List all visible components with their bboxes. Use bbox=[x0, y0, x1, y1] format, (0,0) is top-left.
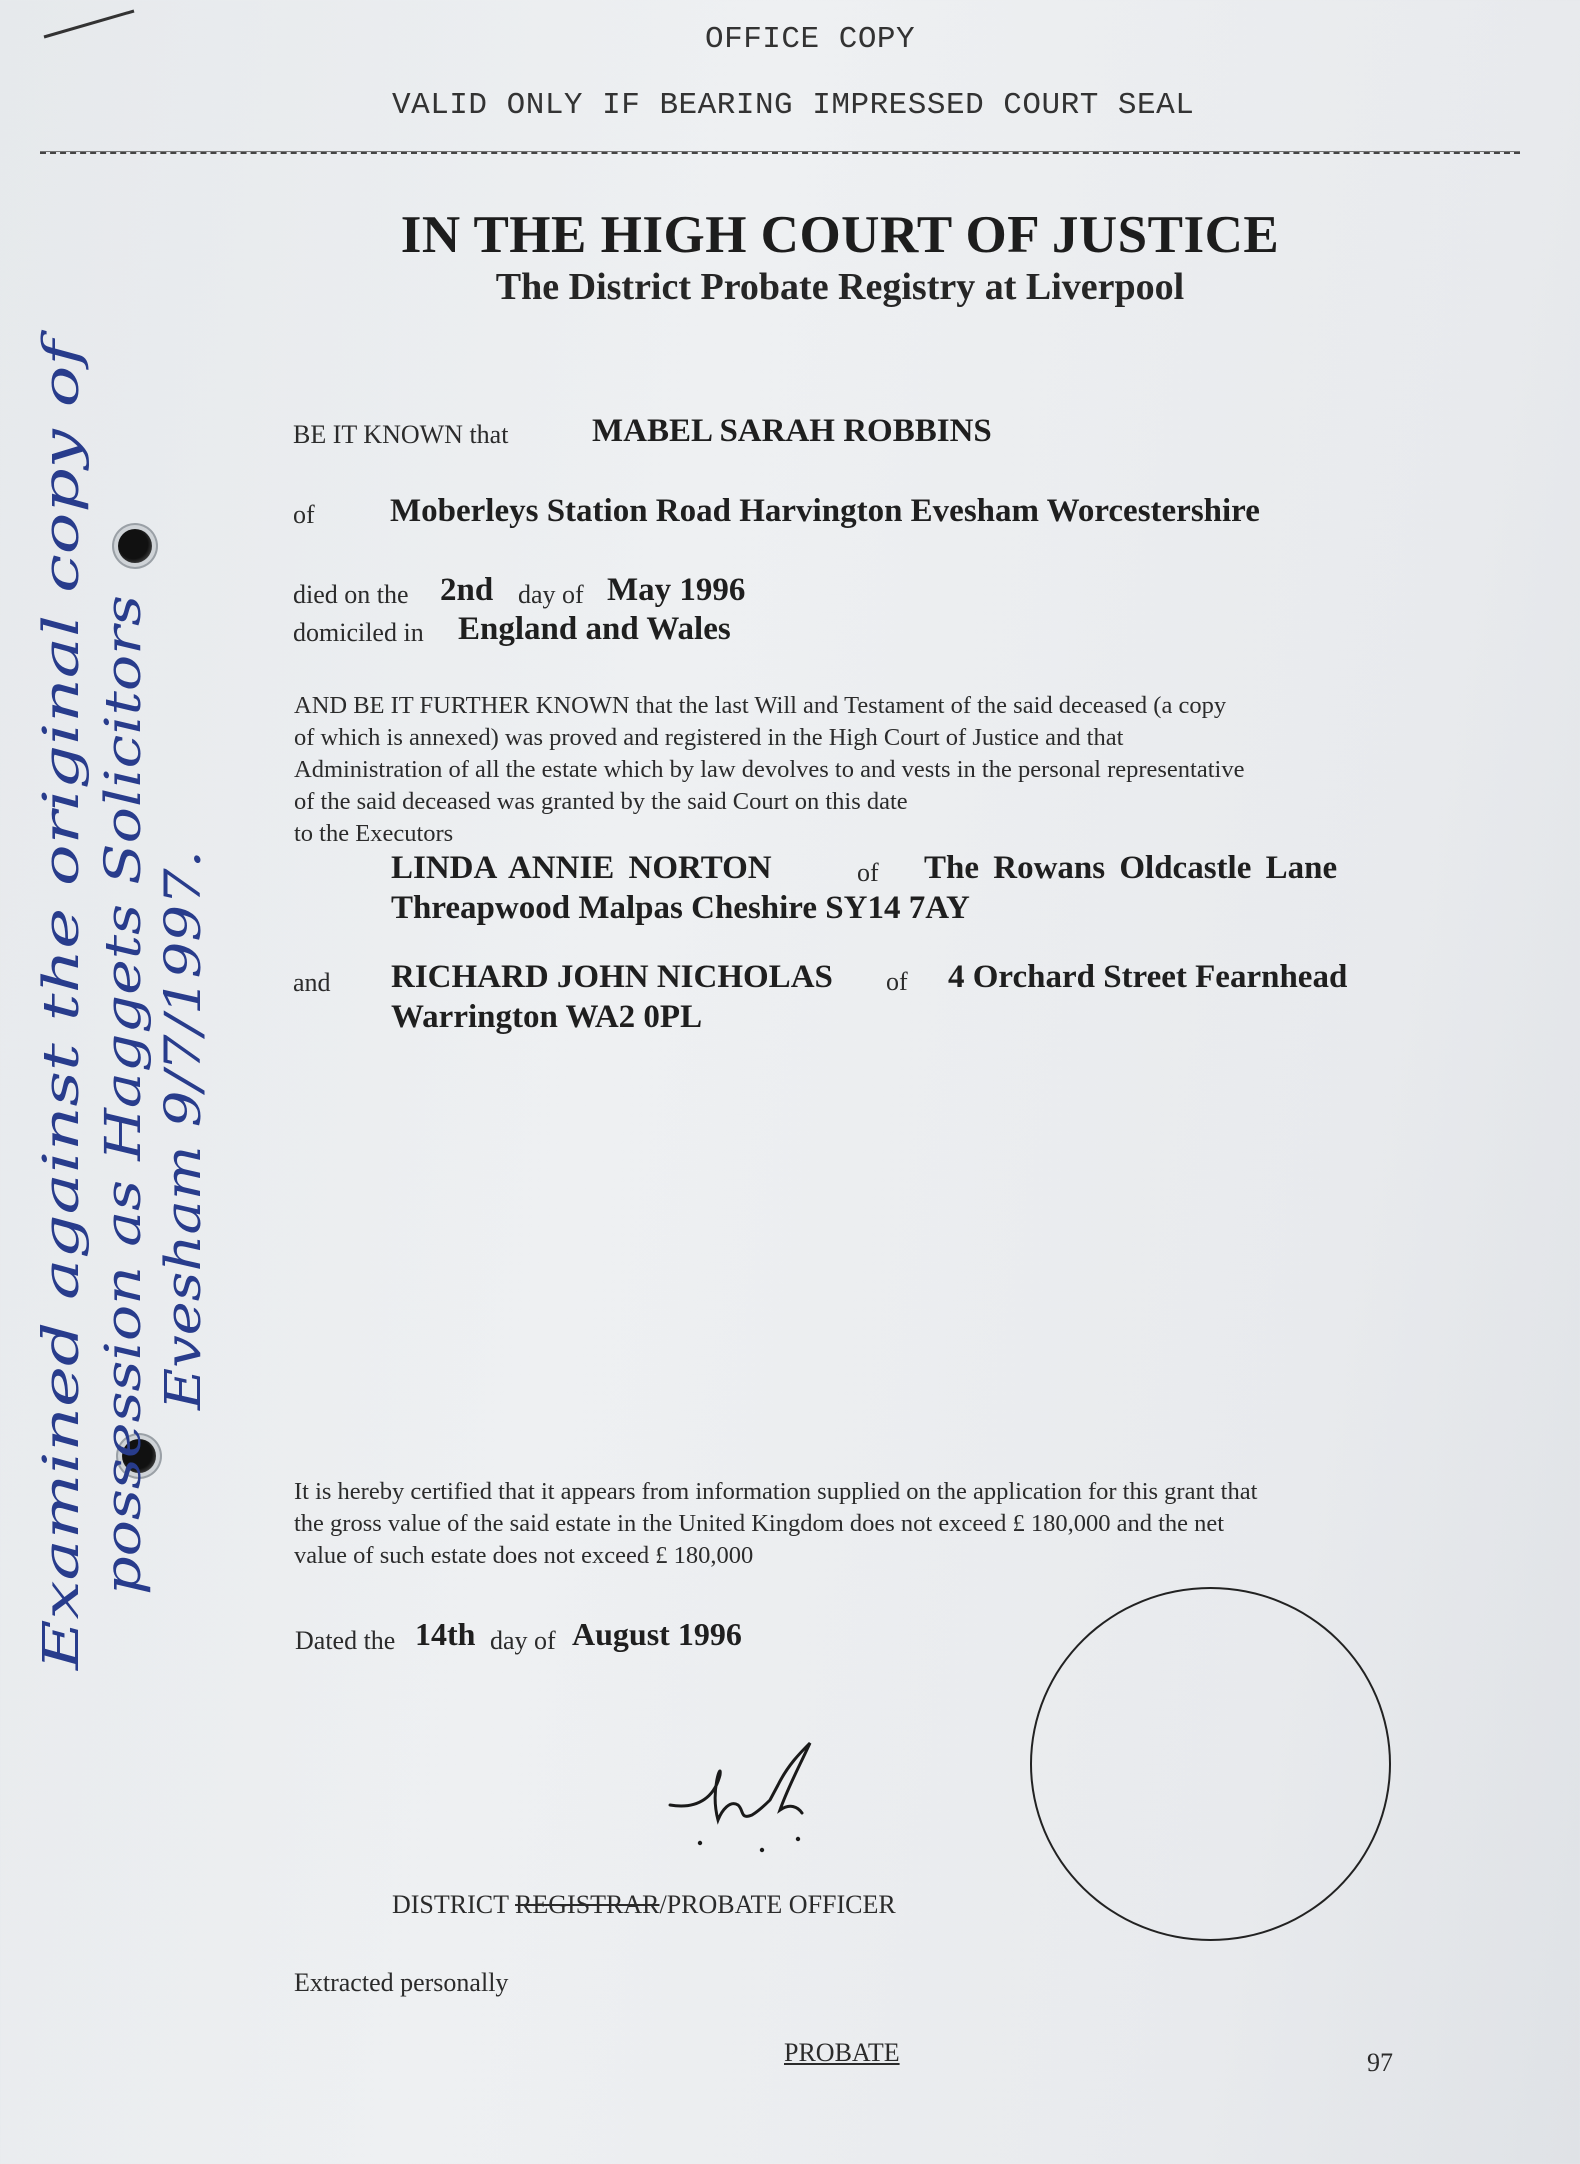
punch-hole-bottom bbox=[122, 1439, 156, 1473]
executor-1-address-line1: The Rowans Oldcastle Lane bbox=[924, 850, 1338, 886]
handwritten-line: possession as Haggets Solicitors bbox=[94, 766, 152, 1595]
of-label: of bbox=[293, 500, 315, 529]
header-divider-underline bbox=[40, 151, 1520, 152]
executor-1-address-line2: Threapwood Malpas Cheshire SY14 7AY bbox=[391, 890, 970, 926]
punch-hole-top bbox=[118, 529, 152, 563]
executor-2-address-line1: 4 Orchard Street Fearnhead bbox=[948, 959, 1348, 995]
registry-subtitle: The District Probate Registry at Liverpool bbox=[495, 266, 1185, 308]
probate-footer-label: PROBATE bbox=[784, 2038, 900, 2067]
certification-paragraph bbox=[294, 1476, 1392, 1572]
officer-line-suffix: /PROBATE OFFICER bbox=[659, 1890, 896, 1919]
deceased-name: MABEL SARAH ROBBINS bbox=[592, 413, 992, 449]
executor-1-name: LINDA ANNIE NORTON bbox=[391, 850, 772, 886]
executor-2-name: RICHARD JOHN NICHOLAS bbox=[391, 959, 833, 995]
officer-line bbox=[392, 1890, 896, 1920]
dated-label: Dated the bbox=[295, 1626, 396, 1655]
executor-1-of-label: of bbox=[857, 858, 879, 887]
certification-line: the gross value of the said estate in the United Kingdom does not exceed £ 180,000 and the net bbox=[294, 1510, 1225, 1537]
certification-line: It is hereby certified that it appears from information supplied on the application for this grant that bbox=[294, 1478, 1258, 1505]
handwritten-line: Evesham 9/7/1997. bbox=[154, 924, 212, 1410]
executor-2-of-label: of bbox=[886, 967, 908, 996]
validity-notice: VALID ONLY IF BEARING IMPRESSED COURT SEAL bbox=[392, 88, 1195, 123]
grant-paragraph-line: of the said deceased was granted by the said Court on this date bbox=[294, 788, 908, 815]
office-copy-label: OFFICE COPY bbox=[705, 22, 916, 57]
death-day: 2nd bbox=[440, 572, 494, 608]
dated-day: 14th bbox=[415, 1616, 476, 1652]
officer-line-prefix: DISTRICT bbox=[392, 1890, 516, 1919]
grant-paragraph bbox=[294, 690, 1386, 850]
be-it-known-label: BE IT KNOWN that bbox=[293, 420, 509, 449]
registrar-signature bbox=[660, 1735, 860, 1865]
header-divider bbox=[40, 152, 1520, 154]
and-label: and bbox=[293, 968, 331, 997]
officer-struck-word: REGISTRAR bbox=[515, 1890, 660, 1919]
grant-paragraph-line: AND BE IT FURTHER KNOWN that the last Will and Testament of the said deceased (a copy bbox=[294, 692, 1227, 719]
handwritten-line: Examined against the original copy of bbox=[32, 708, 90, 1670]
page-number: 97 bbox=[1367, 2048, 1393, 2077]
grant-paragraph-line: of which is annexed) was proved and registered in the High Court of Justice and that bbox=[294, 724, 1124, 751]
certification-line: value of such estate does not exceed £ 180,000 bbox=[294, 1542, 754, 1569]
court-title: IN THE HIGH COURT OF JUSTICE bbox=[400, 206, 1280, 264]
court-seal-circle bbox=[1030, 1587, 1391, 1941]
to-executors-label: to the Executors bbox=[294, 820, 454, 847]
died-on-label: died on the bbox=[293, 580, 409, 609]
deceased-address: Moberleys Station Road Harvington Evesham Worcestershire bbox=[390, 493, 1260, 529]
domiciled-label: domiciled in bbox=[293, 618, 424, 647]
pen-mark bbox=[40, 5, 140, 45]
day-of-label: day of bbox=[518, 580, 584, 609]
dated-month-year: August 1996 bbox=[572, 1616, 742, 1652]
death-month-year: May 1996 bbox=[607, 572, 746, 608]
executor-2-address-line2: Warrington WA2 0PL bbox=[391, 999, 703, 1035]
extracted-personally: Extracted personally bbox=[294, 1968, 509, 1997]
dated-day-of-label: day of bbox=[490, 1626, 556, 1655]
grant-paragraph-line: Administration of all the estate which by law devolves to and vests in the personal representative bbox=[294, 756, 1245, 783]
domicile: England and Wales bbox=[458, 611, 731, 647]
